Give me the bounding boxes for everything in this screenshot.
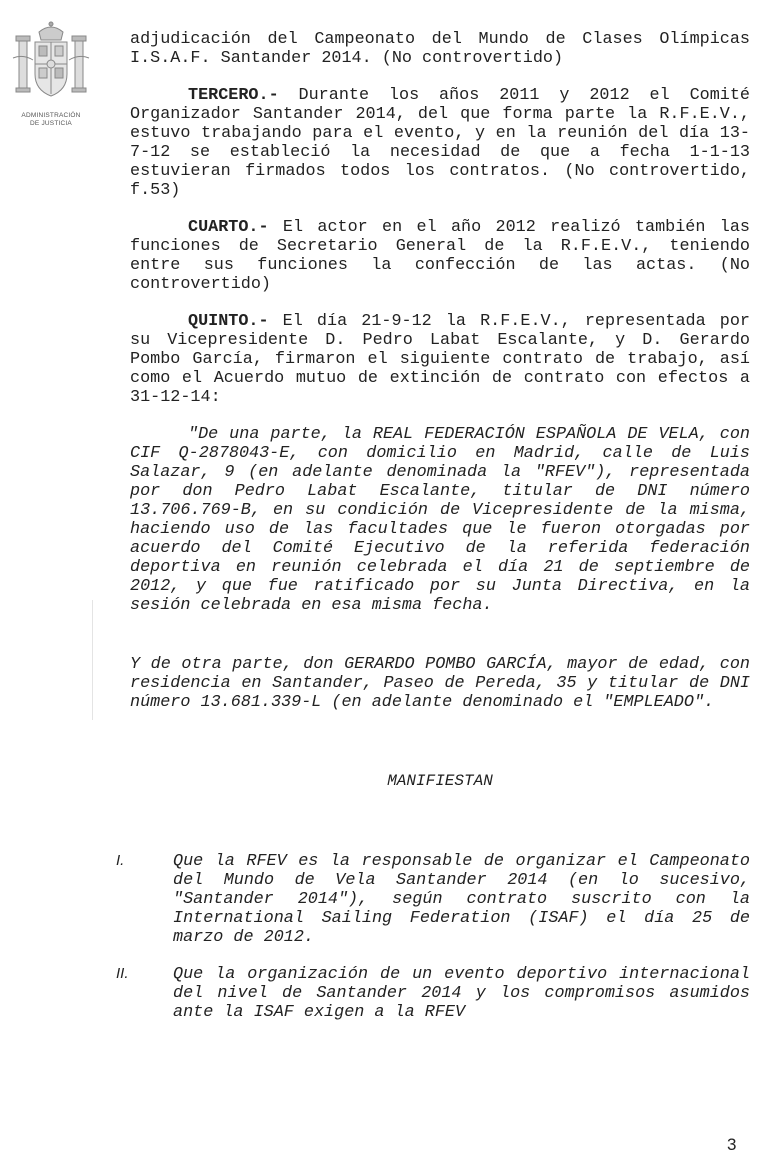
- coat-of-arms-icon: [11, 18, 91, 108]
- coat-of-arms-logo: [6, 18, 96, 128]
- paragraph-cuarto: [130, 218, 750, 294]
- text-cuarto: El actor en el año 2012 realizó también las funciones de Secretario General de la R.F.E.V., teniendo entre sus funciones la confección de las actas. (No controvertido): [130, 218, 750, 294]
- text-tercero: Durante los años 2011 y 2012 el Comité Organizador Santander 2014, del que forma parte la R.F.E.V., estuvo trabajando para el evento, y en la reunión del día 13-7-12 se estableció la necesidad de que a fecha 1-1-13 estuvieran firmados todos los contratos. (No controvertido, f.53): [130, 86, 750, 200]
- manifiestan-heading: MANIFIESTAN: [387, 772, 493, 790]
- contract-quote-party-two: Y de otra parte, don GERARDO POMBO GARCÍA, mayor de edad, con residencia en Santander, Paseo de Pereda, 35 y titular de DNI número 13.681.339-L (en adelante denominado el "EMPLEADO".: [130, 655, 750, 712]
- list-item-text: Que la RFEV es la responsable de organizar el Campeonato del Mundo de Vela Santander 2014 (en lo sucesivo, "Santander 2014"), según contrato suscrito con la International Sailing Federation (ISAF) el día 25 de marzo de 2012.: [173, 852, 750, 947]
- heading-cuarto: CUARTO.-: [188, 218, 269, 237]
- contract-quote-party-one: "De una parte, la REAL FEDERACIÓN ESPAÑOLA DE VELA, con CIF Q-2878043-E, con domicilio en Madrid, calle de Luis Salazar, 9 (en adelante denominada la "RFEV"), representada por don Pedro Labat Escalante, titular de DNI número 13.706.769-B, en su condición de Vicepresidente de la misma, haciendo uso de las facultades que le fueron otorgadas por acuerdo del Comité Ejecutivo de la referida federación deportiva en reunión celebrada el día 21 de septiembre de 2012, y que fue ratificado por su Junta Directiva, en la sesión celebrada en esa misma fecha.: [130, 425, 750, 615]
- margin-mark: [92, 600, 93, 720]
- list-item-number: I.: [116, 852, 125, 869]
- paragraph-continuation: adjudicación del Campeonato del Mundo de Clases Olímpicas I.S.A.F. Santander 2014. (No controvertido): [130, 30, 750, 68]
- institution-line-2: DE JUSTICIA: [30, 120, 72, 127]
- list-item-number: II.: [116, 965, 129, 982]
- institution-line-1: ADMINISTRACIÓN: [21, 112, 81, 119]
- list-item-text: Que la organización de un evento deportivo internacional del nivel de Santander 2014 y los compromisos asumidos ante la ISAF exigen a la RFEV: [173, 965, 750, 1022]
- list-item: [116, 852, 750, 947]
- institution-name: [6, 112, 96, 128]
- page-number: 3: [727, 1135, 737, 1154]
- paragraph-tercero: [130, 86, 750, 200]
- heading-tercero: TERCERO.-: [188, 86, 279, 105]
- text-quinto: El día 21-9-12 la R.F.E.V., representada por su Vicepresidente D. Pedro Labat Escalante, y D. Gerardo Pombo García, firmaron el siguiente contrato de trabajo, así como el Acuerdo mutuo de extinción de contrato con efectos a 31-12-14:: [130, 312, 750, 407]
- paragraph-quinto: [130, 312, 750, 407]
- heading-quinto: QUINTO.-: [188, 312, 269, 331]
- list-item: [116, 965, 750, 1022]
- document-body: [116, 30, 750, 1040]
